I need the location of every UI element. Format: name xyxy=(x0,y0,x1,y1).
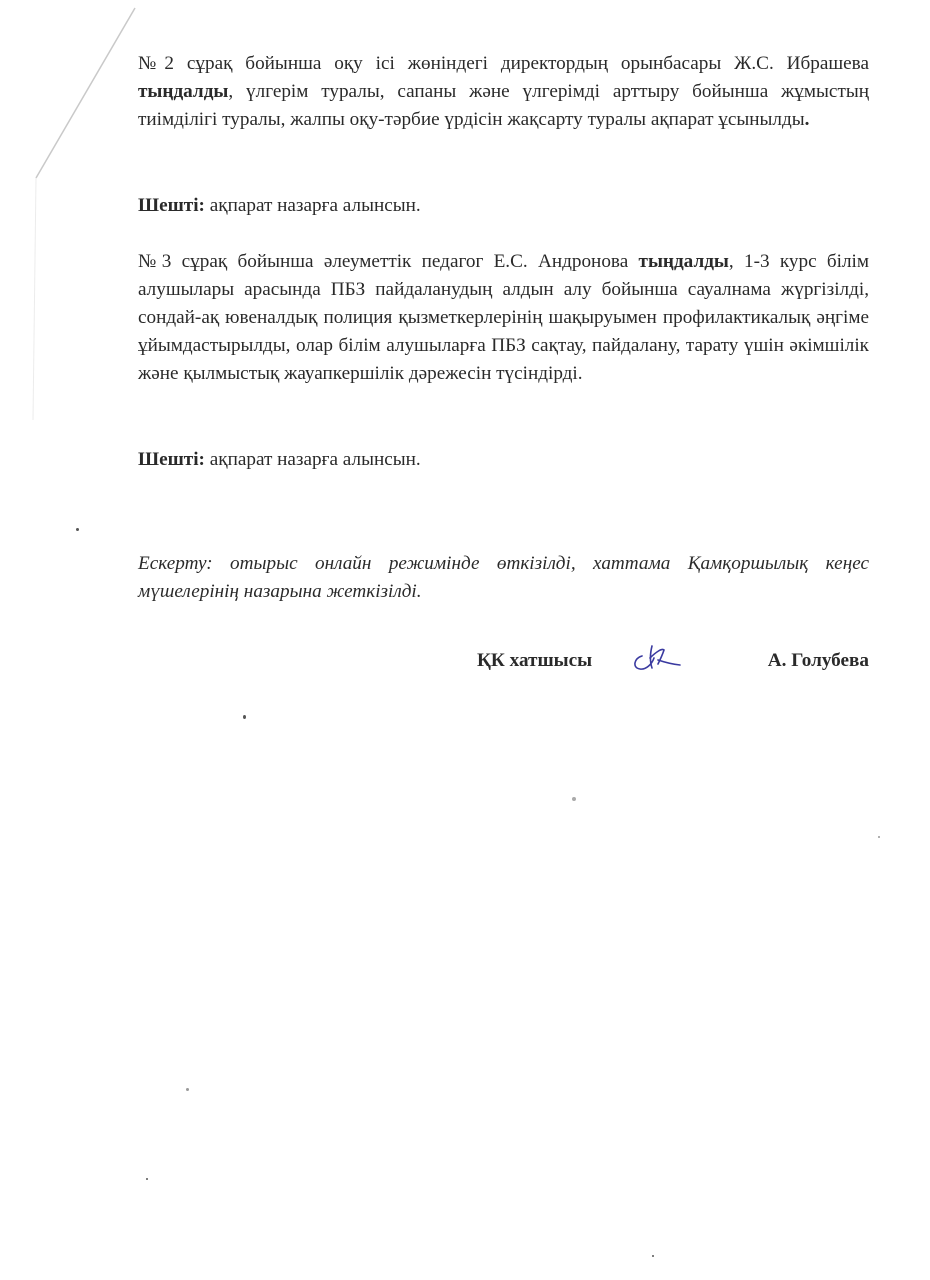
scan-speck xyxy=(572,797,576,801)
decision-1 xyxy=(138,192,869,220)
q2-end: . xyxy=(804,109,810,130)
scan-speck xyxy=(146,1178,148,1180)
note-paragraph: Ескерту: отырыс онлайн режимінде өткізілді, хаттама Қамқоршылық кеңес мүшелерінің назарына жеткізілді. xyxy=(138,553,869,602)
paragraph-question-2 xyxy=(138,50,869,134)
q2-verb: тыңдалды xyxy=(138,81,229,102)
scan-speck xyxy=(76,528,79,531)
scan-speck xyxy=(186,1088,189,1091)
decision-2-label: Шешті: xyxy=(138,449,205,470)
paragraph-question-3 xyxy=(138,248,869,388)
handwritten-signature xyxy=(628,638,684,674)
decision-1-text: ақпарат назарға алынсын. xyxy=(204,195,421,216)
scan-speck xyxy=(243,715,246,719)
q3-rest: , 1-3 курс білім алушылары арасында ПБЗ пайдаланудың алдын алу бойынша сауалнама жүргізілді, сондай-ақ ювеналдық полиция қызметкерлерінің шақыруымен профилактикалық әңгіме ұйымдастырылды, олар білім алушыларға ПБЗ сақтау, пайдалану, тарату үшін әкімшілік және қылмыстық жауапкершілік дәрежесін түсіндірді. xyxy=(138,251,869,384)
secretary-name: А. Голубева xyxy=(767,650,869,671)
q3-verb: тыңдалды xyxy=(638,251,729,272)
scan-speck xyxy=(652,1255,654,1257)
q2-intro: №2 сұрақ бойынша оқу ісі жөніндегі директордың орынбасары Ж.С. Ибрашева xyxy=(138,53,869,74)
secretary-role: ҚК хатшысы xyxy=(477,650,593,671)
scan-speck xyxy=(878,836,880,838)
decision-2 xyxy=(138,446,869,474)
decision-1-label: Шешті: xyxy=(138,195,205,216)
decision-2-text: ақпарат назарға алынсын. xyxy=(204,449,421,470)
signature-row xyxy=(138,648,869,680)
q3-intro: №3 сұрақ бойынша әлеуметтік педагог Е.С. Андронова xyxy=(138,251,639,272)
q2-rest: , үлгерім туралы, сапаны және үлгерімді арттыру бойынша жұмыстың тиімділігі туралы, жалпы оқу-тәрбие үрдісін жақсарту туралы ақпарат ұсынылды xyxy=(138,81,869,130)
